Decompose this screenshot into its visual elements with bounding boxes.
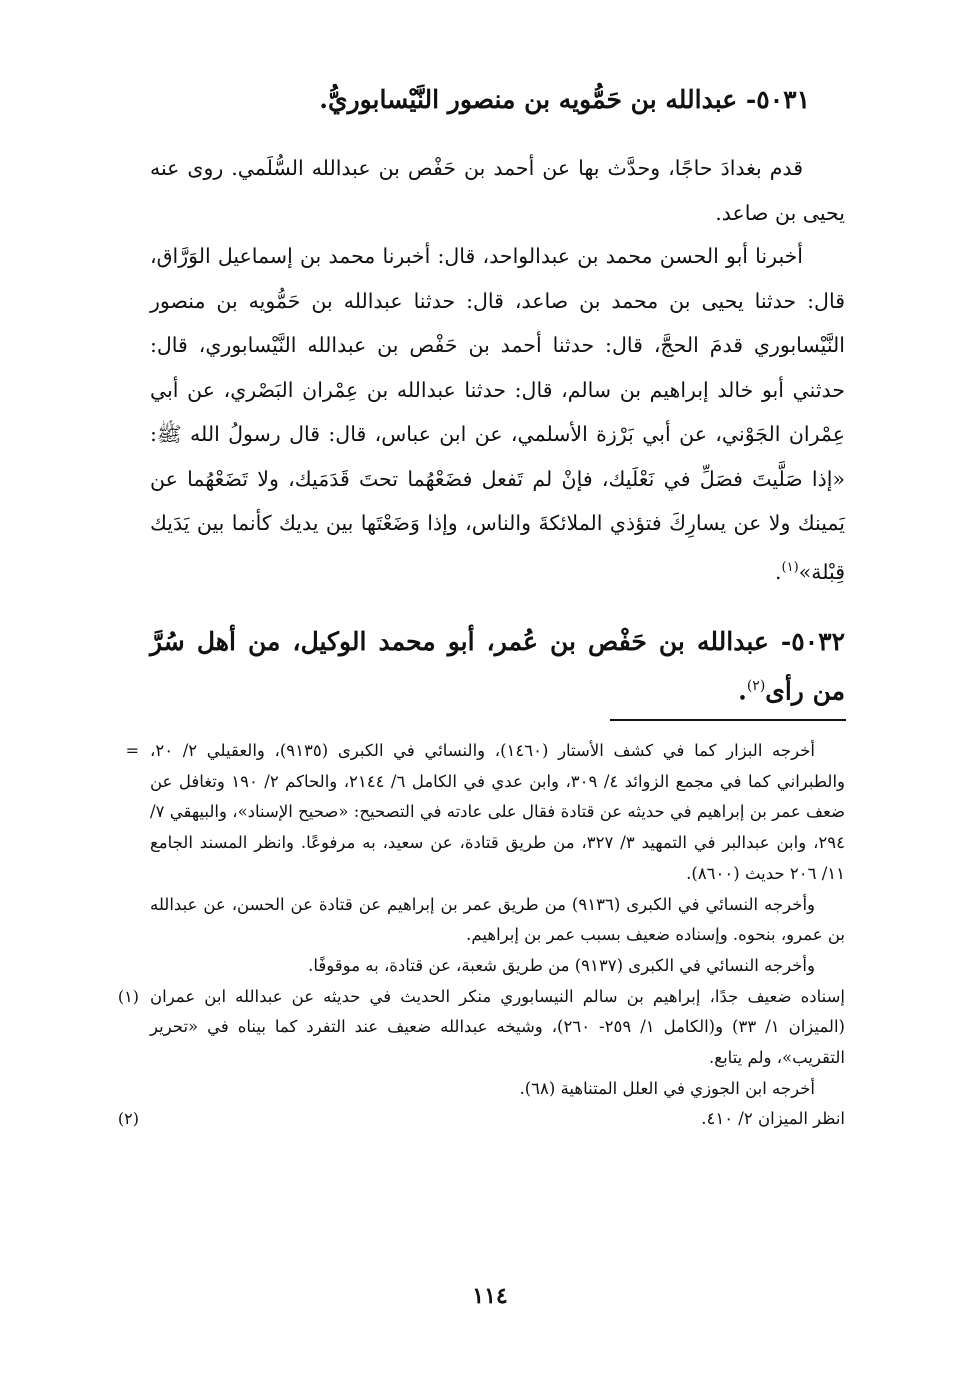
footnote-continuation [125,736,846,982]
footnote-paragraph: وأخرجه النسائي في الكبرى (٩١٣٧) من طريق شعبة، عن قتادة، به موقوفًا. [308,955,815,975]
paragraph-text: أخبرنا أبو الحسن محمد بن عبدالواحد، قال: أخبرنا محمد بن إسماعيل الوَرَّاق، قال: حدثنا يحيى بن محمد بن صاعد، قال: حدثنا عبدالله بن حَمُّويه بن منصور النَّيْسابوري قدمَ الحجَّ، قال: حدثنا أحمد بن حَفْص بن عبدالله النَّيْسابوري، قال: حدثني أبو خالد إبراهيم بن سالم، قال: حدثنا عبدالله بن عِمْران البَصْري، عن أبي عِمْران الجَوْني، عن أبي بَرْزة الأسلمي، عن ابن عباس، قال: قال رسولُ الله ﷺ: «إذا صَلَّيتَ فصَلِّ في نَعْلَيك، فإنْ لم تَفعل فضَعْهُما تحتَ قَدَمَيك، ولا تَضَعْهُما عن يَمينك ولا عن يسارِكَ فتؤذي الملائكةَ والناس، وإذا وَضَعْتَها بين يديك كأنما بين يَدَيك قِبْلة» [150,244,845,584]
footnote-reference[interactable]: (١) [781,559,799,575]
footnote-divider [610,719,846,721]
entry-heading-5031 [250,78,810,122]
footnote-1 [117,982,845,1105]
footnotes [117,736,846,1135]
entry-paragraph-origin [150,146,845,235]
entry-heading-5032 [150,620,845,713]
footnote-marker: (١) [117,986,139,1006]
entry-heading-text: ٥٠٣١- عبدالله بن حَمُّويه بن منصور النَّيْسابوريُّ. [319,85,810,114]
entry-paragraph-hadith: أخبرنا أبو الحسن محمد بن عبدالواحد، قال: أخبرنا محمد بن إسماعيل الوَرَّاق، قال: حدثنا يحيى بن محمد بن صاعد، قال: حدثنا عبدالله بن حَمُّويه بن منصور النَّيْسابوري قدمَ الحجَّ، قال: حدثنا أحمد بن حَفْص بن عبدالله النَّيْسابوري، قال: حدثني أبو خالد إبراهيم بن سالم، قال: حدثنا عبدالله بن عِمْران البَصْري، عن أبي عِمْران الجَوْني، عن أبي بَرْزة الأسلمي، عن ابن عباس، قال: قال رسولُ الله ﷺ: «إذا صَلَّيتَ فصَلِّ في نَعْلَيك، فإنْ لم تَفعل فضَعْهُما تحتَ قَدَمَيك، ولا تَضَعْهُما عن يَمينك ولا عن يسارِكَ فتؤذي الملائكةَ والناس، وإذا وَضَعْتَها بين يديك كأنما بين يَدَيك قِبْلة»$^{(١)}$. [150,244,845,584]
entry-heading-text: ٥٠٣٢- عبدالله بن حَفْص بن عُمر، أبو محمد الوكيل، من أهل سُرَّ من رأى [150,627,845,706]
footnote-paragraph: وأخرجه النسائي في الكبرى (٩١٣٦) من طريق عمر بن إبراهيم عن قتادة عن الحسن، عن عبدالله بن عمرو، بنحوه. وإسناده ضعيف بسبب عمر بن إبراهيم. [150,894,845,945]
footnote-paragraph: إسناده ضعيف جدًا، إبراهيم بن سالم النيسابوري منكر الحديث في حديثه عن عبدالله ابن عمران (الميزان ١/ ٣٣) و(الكامل ١/ ٢٥٩- ٢٦٠)، وشيخه عبدالله ضعيف عند التفرد كما بيناه في «تحرير التقريب»، ولم يتابع. [150,986,845,1068]
footnote-marker: (٢) [117,1109,139,1129]
footnote-paragraph: أخرجه البزار كما في كشف الأستار (١٤٦٠)، والنسائي في الكبرى (٩١٣٥)، والعقيلي ٢/ ٢٠، والطبراني كما في مجمع الزوائد ٤/ ٣٠٩، وابن عدي في الكامل ٦/ ٢١٤٤، والحاكم ٢/ ١٩٠ وتغافل عن ضعف عمر بن إبراهيم في حديثه عن قتادة فقال على عادته في التصحيح: «صحيح الإسناد»، والبيهقي ٧/ ٢٩٤، وابن عبدالبر في التمهيد ٣/ ٣٢٧، من طريق قتادة، عن سعيد، به مرفوعًا. وانظر المسند الجامع ١١/ ٢٠٦ حديث (٨٦٠٠). [150,741,846,883]
footnote-paragraph: أخرجه ابن الجوزي في العلل المتناهية (٦٨). [519,1078,815,1098]
heading-end: . [738,676,747,706]
footnote-2 [117,1104,845,1135]
page-number: ١١٤ [472,1283,508,1309]
paragraph-text: قدم بغدادَ حاجًا، وحدَّث بها عن أحمد بن حَفْص بن عبدالله السُّلَمي. روى عنه يحيى بن صاعد. [150,156,845,225]
footnote-reference[interactable]: (٢) [746,678,766,694]
footnote-continuation-marker: = [125,741,139,760]
footnote-paragraph: انظر الميزان ٢/ ٤١٠. [701,1109,845,1129]
